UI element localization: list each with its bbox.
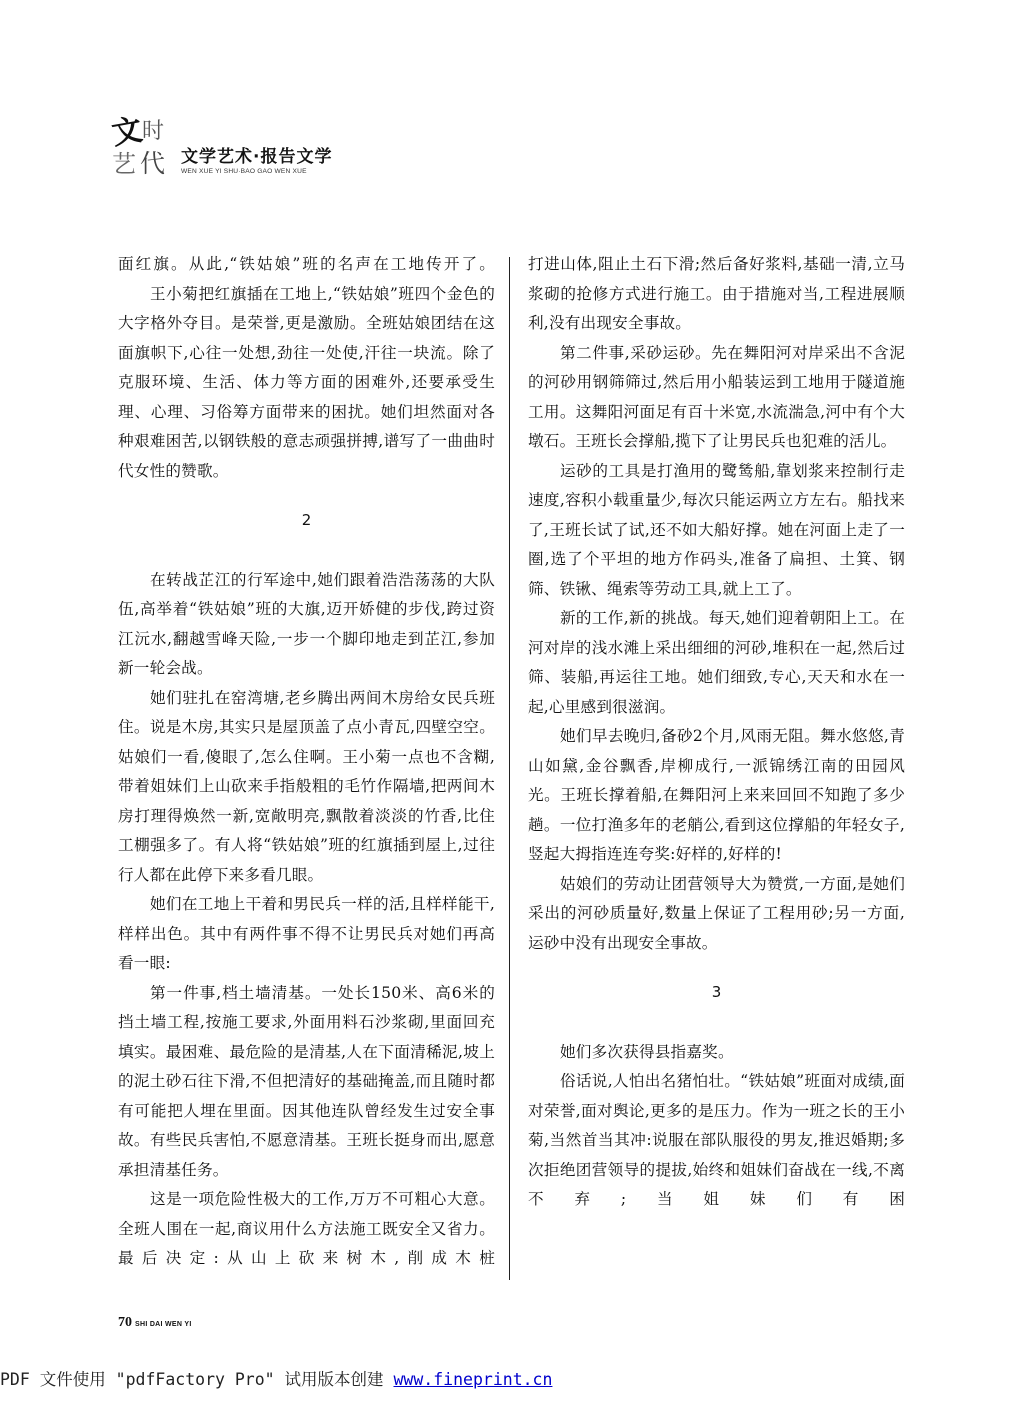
magazine-logo-graphic: [108, 112, 178, 178]
watermark-link[interactable]: www.fineprint.cn: [393, 1370, 553, 1389]
paragraph: 她们早去晚归,备砂2个月,风雨无阻。舞水悠悠,青山如黛,金谷飘香,岸柳成行,一派锦绣江南的田园风光。王班长撑着船,在舞阳河上来来回回不知跑了多少趟。一位打渔多年的老艄公,看到这位撑船的年轻女子,竖起大拇指连连夸奖:好样的,好样的!: [528, 727, 905, 863]
page-footer: [118, 1311, 192, 1331]
paragraph: 她们多次获得县指嘉奖。: [560, 1042, 734, 1061]
paragraph: 她们驻扎在窑湾塘,老乡腾出两间木房给女民兵班住。说是木房,其实只是屋顶盖了点小青瓦,四壁空空。姑娘们一看,傻眼了,怎么住啊。王小菊一点也不含糊,带着姐妹们上山砍来手指般粗的毛竹作隔墙,把两间木房打理得焕然一新,宽敞明亮,飘散着淡淡的竹香,比住工棚强多了。有人将“铁姑娘”班的红旗插到屋上,过往行人都在此停下来多看几眼。: [118, 688, 495, 884]
column-divider: [509, 257, 510, 1280]
left-block-1: [118, 250, 495, 486]
pdf-watermark: [0, 1366, 552, 1390]
paragraph: 在转战芷江的行军途中,她们跟着浩浩荡荡的大队伍,高举着“铁姑娘”班的大旗,迈开娇健的步伐,跨过资江沅水,翻越雪峰天险,一步一个脚印地走到芷江,参加新一轮会战。: [118, 570, 495, 677]
paragraph: 俗话说,人怕出名猪怕壮。“铁姑娘”班面对成绩,面对荣誉,面对舆论,更多的是压力。作为一班之长的王小菊,当然首当其冲:说服在部队服役的男友,推迟婚期;多次拒绝团营领导的提拔,始终和姐妹们奋战在一线,不离不弃;当姐妹们有困: [528, 1072, 905, 1208]
page-number: 70: [118, 1315, 132, 1330]
paragraph: 这是一项危险性极大的工作,万万不可粗心大意。全班人围在一起,商议用什么方法施工既安全又省力。最后决定:从山上砍来树木,削成木桩: [118, 1190, 495, 1267]
right-block-1: [528, 250, 905, 958]
section-title: 文学艺术·报告文学: [181, 147, 333, 167]
paragraph: 面红旗。从此,“铁姑娘”班的名声在工地传开了。: [118, 255, 495, 273]
right-column: [528, 250, 905, 1280]
section-number: 3: [711, 983, 722, 1001]
left-block-2: [118, 566, 495, 1274]
paragraph: 第一件事,档土墙清基。一处长150米、高6米的挡土墙工程,按施工要求,外面用料石沙浆砌,里面回充填实。最困难、最危险的是清基,人在下面清稀泥,坡上的泥土砂石往下滑,不但把清好的基础掩盖,而且随时都有可能把人埋在里面。因其他连队曾经发生过安全事故。有些民兵害怕,不愿意清基。王班长挺身而出,愿意承担清基任务。: [118, 983, 495, 1179]
paragraph: 她们在工地上干着和男民兵一样的活,且样样能干,样样出色。其中有两件事不得不让男民兵对她们再高看一眼:: [118, 895, 495, 972]
paragraph: 新的工作,新的挑战。每天,她们迎着朝阳上工。在河对岸的浅水滩上采出细细的河砂,堆积在一起,然后过筛、装船,再运往工地。她们细致,专心,天天和水在一起,心里感到很滋润。: [528, 609, 905, 716]
paragraph: 第二件事,采砂运砂。先在舞阳河对岸采出不含泥的河砂用钢筛筛过,然后用小船装运到工地用于隧道施工用。这舞阳河面足有百十米宽,水流湍急,河中有个大墩石。王班长会撑船,揽下了让男民兵也犯难的活儿。: [528, 343, 905, 450]
logo-char-shi: 时: [142, 119, 165, 144]
section-subtitle: WEN XUE YI SHU·BAO GAO WEN XUE: [181, 168, 307, 175]
left-column: [118, 250, 495, 1280]
watermark-text: PDF 文件使用 "pdfFactory Pro" 试用版本创建: [0, 1370, 394, 1389]
paragraph: 运砂的工具是打渔用的鹭鸶船,靠划浆来控制行走速度,容积小载重量少,每次只能运两立方左右。船找来了,王班长试了试,还不如大船好撑。她在河面上走了一圈,选了个平坦的地方作码头,准备了扁担、土箕、钢筛、铁锹、绳索等劳动工具,就上工了。: [528, 461, 905, 598]
magazine-logo: [108, 112, 178, 178]
logo-char-yi: 艺: [112, 150, 136, 178]
magazine-name: SHI DAI WEN YI: [135, 1321, 192, 1328]
logo-char-dai: 代: [140, 149, 166, 178]
section-number: 2: [301, 511, 312, 529]
paragraph: 姑娘们的劳动让团营领导大为赞赏,一方面,是她们采出的河砂质量好,数量上保证了工程用砂;另一方面,运砂中没有出现安全事故。: [528, 874, 905, 952]
paragraph: 王小菊把红旗插在工地上,“铁姑娘”班四个金色的大字格外夺目。是荣誉,更是激励。全班姑娘团结在这面旗帜下,心往一处想,劲往一处使,汗往一块流。除了克服环境、生活、体力等方面的困难外,还要承受生理、心理、习俗筹方面带来的困扰。她们坦然面对各种艰难困苦,以钢铁般的意志顽强拼搏,谱写了一曲曲时代女性的赞歌。: [118, 284, 495, 480]
paragraph: 打进山体,阻止土石下滑;然后备好浆料,基础一清,立马浆砌的抢修方式进行施工。由于措施对当,工程进展顺利,没有出现安全事故。: [528, 255, 905, 332]
right-block-2: [528, 1038, 905, 1215]
logo-char-wen: 文: [109, 112, 145, 153]
magazine-header: [108, 112, 428, 182]
